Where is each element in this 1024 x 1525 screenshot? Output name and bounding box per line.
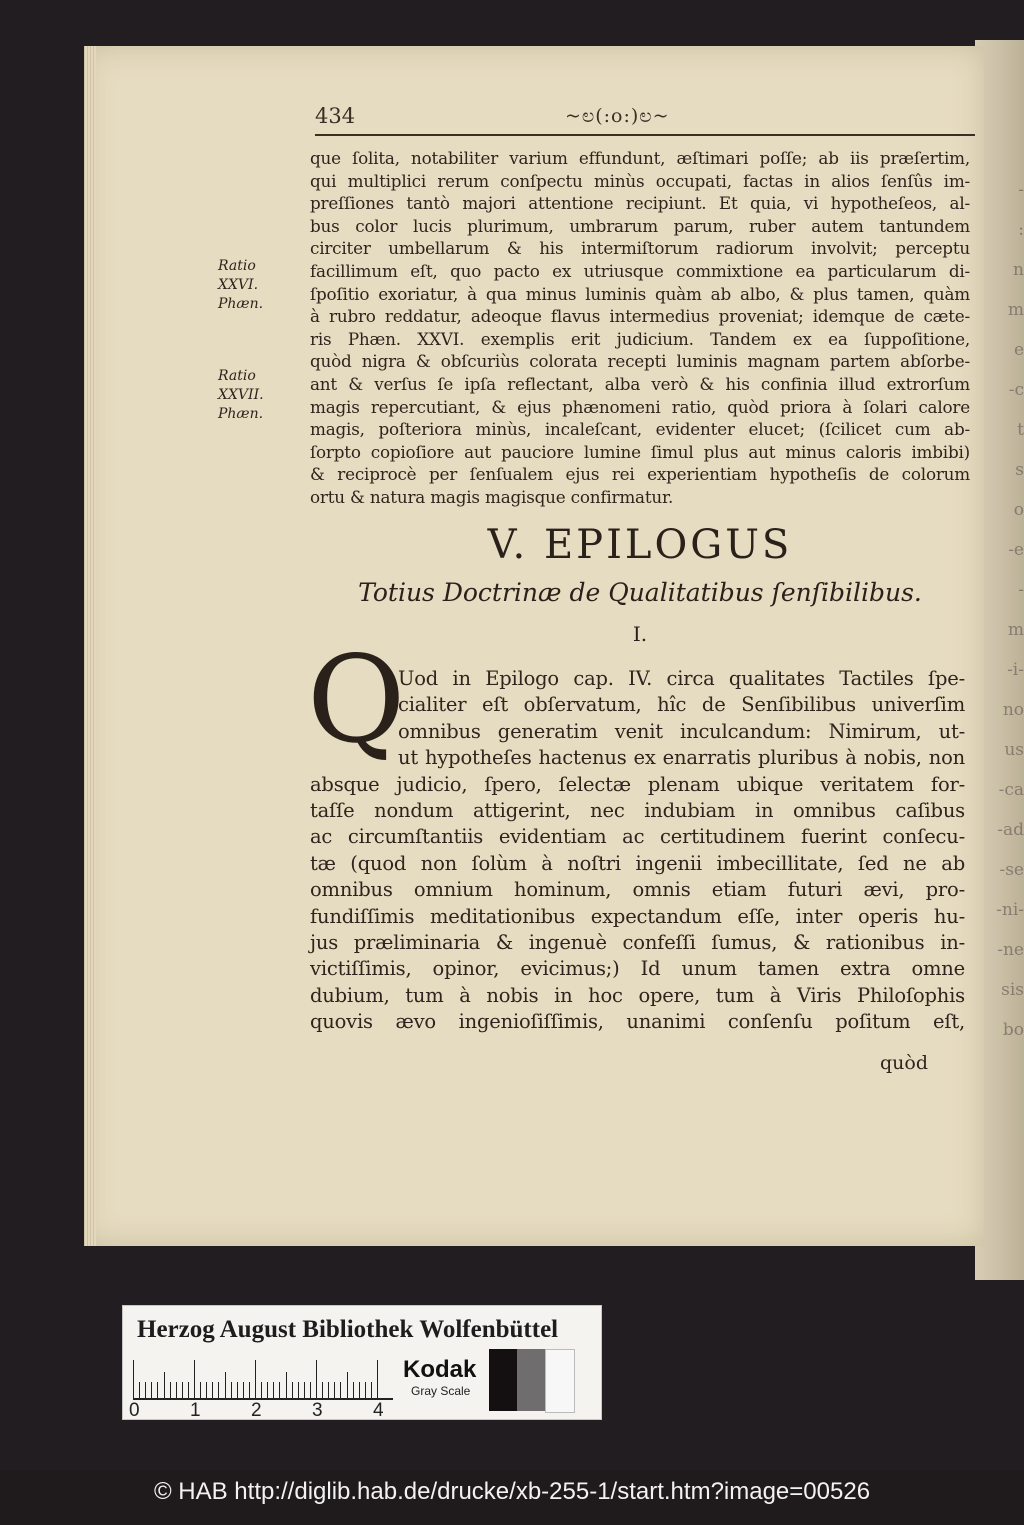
- bleed-fragment: -c: [1008, 380, 1024, 400]
- text-line: bus color lucis plurimum, umbrarum parum, ruber autem tantundem: [310, 215, 970, 236]
- bleed-fragment: sis: [1001, 980, 1024, 1000]
- ruler-tick: [353, 1382, 354, 1398]
- section-number: I.: [632, 622, 648, 646]
- ruler-tick: [218, 1382, 219, 1398]
- ruler-tick: [145, 1382, 146, 1398]
- text-line: circiter umbellarum & his intermiſtorum radiorum involvit; perceptu: [310, 238, 970, 259]
- running-head: [315, 104, 975, 134]
- text-line: ris Phæn. XXVI. exemplis erit judicium. Tandem ex ea ſuppoſitione,: [310, 328, 970, 349]
- bleed-fragment: s: [1015, 460, 1024, 480]
- bleed-fragment: -: [1018, 580, 1024, 600]
- margin-note-line: Phæn.: [218, 406, 264, 422]
- ruler-tick: [194, 1360, 195, 1398]
- top-paragraph: [310, 147, 970, 509]
- bleed-fragment: bo: [1002, 1020, 1024, 1040]
- ruler-number: 3: [312, 1400, 323, 1421]
- ruler-tick: [243, 1382, 244, 1398]
- bleed-fragment: m: [1007, 300, 1024, 320]
- section-paragraph: [310, 666, 965, 1035]
- text-line: que ſolita, notabiliter varium effundunt, æſtimari poſſe; ab iis præſertim,: [310, 148, 970, 168]
- bleed-fragment: -ad: [997, 820, 1024, 840]
- text-line: quòd nigra & obſcuriùs colorata recepti luminis magnam partem abſorbe-: [310, 351, 970, 372]
- ruler-tick: [310, 1382, 311, 1398]
- margin-note-line: Ratio: [218, 368, 256, 384]
- bleed-fragment: e: [1013, 340, 1024, 360]
- text-line: preſſiones tantò majori attentione recipiunt. Et quia, vi hypotheſeos, al-: [310, 193, 970, 214]
- ruler-tick: [170, 1382, 171, 1398]
- bleed-fragment: :: [1018, 220, 1024, 240]
- ruler-tick: [347, 1372, 348, 1398]
- chapter-subheading: Totius Doctrinæ de Qualitatibus ſenſibilibus.: [358, 578, 922, 607]
- text-line: ac circumſtantiis evidentiam ac certitudinem fuerint conſecu-: [310, 825, 965, 849]
- bleed-fragment: m: [1007, 620, 1024, 640]
- ruler-tick: [188, 1382, 189, 1398]
- color-target-card: [122, 1305, 602, 1420]
- ruler-tick: [157, 1382, 158, 1398]
- text-line: & reciprocè per ſenſualem ejus rei experientiam hypotheſis de colorum: [310, 464, 970, 485]
- page-number: 434: [315, 104, 356, 128]
- ruler-tick: [139, 1382, 140, 1398]
- bleed-fragment: -e: [1008, 540, 1024, 560]
- ruler-tick: [164, 1372, 165, 1398]
- ruler-tick: [377, 1360, 378, 1398]
- kodak-logo: Kodak: [403, 1356, 477, 1383]
- ruler-tick: [267, 1382, 268, 1398]
- text-line: facillimum eſt, quo pacto ex utriusque commixtione ea particularum di-: [310, 260, 970, 281]
- text-line: dubium, tum à nobis in hoc opere, tum à Viris Philoſophis: [310, 983, 965, 1007]
- text-line: tæ (quod non ſolùm à noſtri ingenii imbecillitate, ſed ne ab: [310, 851, 965, 875]
- ruler-tick: [231, 1382, 232, 1398]
- ruler-number: 4: [373, 1400, 384, 1421]
- ruler-tick: [151, 1382, 152, 1398]
- gray-swatch-mid: [517, 1349, 545, 1411]
- text-line: omnibus omnium hominum, omnis etiam futuri ævi, pro-: [310, 878, 965, 902]
- text-line: ant & verſus ſe ipſa reflectant, alba verò & his confinia illud extrorſum: [310, 373, 970, 394]
- text-line: taſſe nondum attigerint, nec indubiam in omnibus caſibus: [310, 798, 965, 822]
- gray-swatch-black: [489, 1349, 517, 1411]
- bleed-fragment: -: [1018, 180, 1024, 200]
- ruler-tick: [200, 1382, 201, 1398]
- bleed-fragment: n: [1013, 260, 1024, 280]
- ruler-tick: [212, 1382, 213, 1398]
- header-ornament: ~ಲ(:o:)ಲ~: [565, 105, 670, 127]
- text-line: ut hypotheſes hactenus ex enarratis pluribus à nobis, non: [398, 746, 965, 770]
- text-line: magis repercutiant, & ejus phænomeni ratio, quòd priora à ſolari calore: [310, 396, 970, 417]
- ruler-tick: [292, 1382, 293, 1398]
- ruler-number: 2: [251, 1400, 262, 1421]
- ruler-tick: [176, 1382, 177, 1398]
- ruler-numbers: [129, 1400, 399, 1420]
- bleed-fragment: -se: [999, 860, 1024, 880]
- ruler-tick: [261, 1382, 262, 1398]
- ruler-tick: [340, 1382, 341, 1398]
- ruler-tick: [371, 1382, 372, 1398]
- bleed-fragment: -ne: [997, 940, 1024, 960]
- ruler-tick: [334, 1382, 335, 1398]
- margin-note: [218, 257, 288, 314]
- text-line: ortu & natura magis magisque confirmatur.: [310, 486, 674, 507]
- text-line: magis, poſteriora minùs, incaleſcant, evidenter elucet; (ſcilicet cum ab-: [310, 419, 970, 440]
- bleed-fragment: t: [1017, 420, 1024, 440]
- drop-cap: Q: [307, 631, 406, 770]
- gray-scale-label: Gray Scale: [411, 1384, 471, 1398]
- text-line: jus præliminaria & ingenuè confeſſi ſumus, & rationibus in-: [310, 930, 965, 954]
- ruler-tick: [365, 1382, 366, 1398]
- bleed-fragment: -ca: [998, 780, 1024, 800]
- margin-note-line: Phæn.: [218, 296, 264, 312]
- bleed-fragment: no: [1002, 700, 1024, 720]
- margin-note-line: Ratio: [218, 258, 256, 274]
- header-rule: [315, 134, 975, 136]
- catchword: quòd: [880, 1052, 929, 1074]
- ruler-tick: [298, 1382, 299, 1398]
- text-line: Uod in Epilogo cap. IV. circa qualitates Tactiles ſpe-: [398, 667, 965, 690]
- page-edges: [84, 46, 96, 1246]
- gray-swatch-white: [545, 1349, 575, 1413]
- ruler-tick: [255, 1360, 256, 1398]
- library-name: Herzog August Bibliothek Wolfenbüttel: [137, 1316, 559, 1343]
- copyright-credit: © HAB http://diglib.hab.de/drucke/xb-255-1/start.htm?image=00526: [153, 1478, 871, 1505]
- text-line: à rubro reddatur, adeoque flavus intermedius proveniat; idemque de cæte-: [310, 306, 970, 327]
- chapter-heading: V. EPILOGUS: [487, 522, 793, 568]
- ruler-number: 0: [129, 1400, 140, 1421]
- bleed-fragment: o: [1013, 500, 1024, 520]
- ruler-tick: [273, 1382, 274, 1398]
- margin-note-line: XXVI.: [218, 277, 259, 293]
- text-line: ſpoſitio exoriatur, à qua minus luminis quàm ab albo, & plus tamen, quàm: [310, 283, 970, 304]
- bleed-fragment: -i-: [1007, 660, 1024, 680]
- ruler-tick: [133, 1360, 134, 1398]
- ruler-tick: [322, 1382, 323, 1398]
- ruler-tick: [316, 1360, 317, 1398]
- ruler-tick: [206, 1382, 207, 1398]
- margin-note-line: XXVII.: [218, 387, 264, 403]
- text-line: cialiter eſt obſervatum, hîc de Senſibilibus univerſim: [398, 693, 965, 717]
- text-line: fundiſſimis meditationibus expectandum eſſe, inter operis hu-: [310, 904, 965, 928]
- ruler-tick: [286, 1372, 287, 1398]
- ruler-tick: [225, 1372, 226, 1398]
- ruler-tick: [359, 1382, 360, 1398]
- ruler-tick: [279, 1382, 280, 1398]
- text-line: qui multiplici rerum conſpectu minùs occupati, factas in alios ſenſûs im-: [310, 170, 970, 191]
- text-line: quovis ævo ingenioſiſſimis, unanimi conſenſu poſitum eſt,: [310, 1010, 965, 1034]
- bleed-fragment: -ni-: [996, 900, 1024, 920]
- ruler-tick: [182, 1382, 183, 1398]
- text-line: omnibus generatim venit inculcandum: Nimirum, ut-: [398, 719, 965, 743]
- ruler-tick: [328, 1382, 329, 1398]
- bleed-fragment: us: [1004, 740, 1024, 760]
- margin-note: [218, 367, 288, 424]
- scale-ruler: [133, 1358, 393, 1400]
- ruler-tick: [249, 1382, 250, 1398]
- text-line: victiſſimis, opinor, evicimus;) Id unum tamen extra omne: [310, 957, 965, 981]
- ruler-number: 1: [190, 1400, 201, 1421]
- ruler-tick: [304, 1382, 305, 1398]
- ruler-tick: [237, 1382, 238, 1398]
- text-line: ſorpto copioſiore aut pauciore lumine ſimul plus aut minus caloris imbibi): [310, 441, 970, 462]
- text-line: absque judicio, ſpero, ſelectæ plenam ubique veritatem for-: [310, 772, 965, 796]
